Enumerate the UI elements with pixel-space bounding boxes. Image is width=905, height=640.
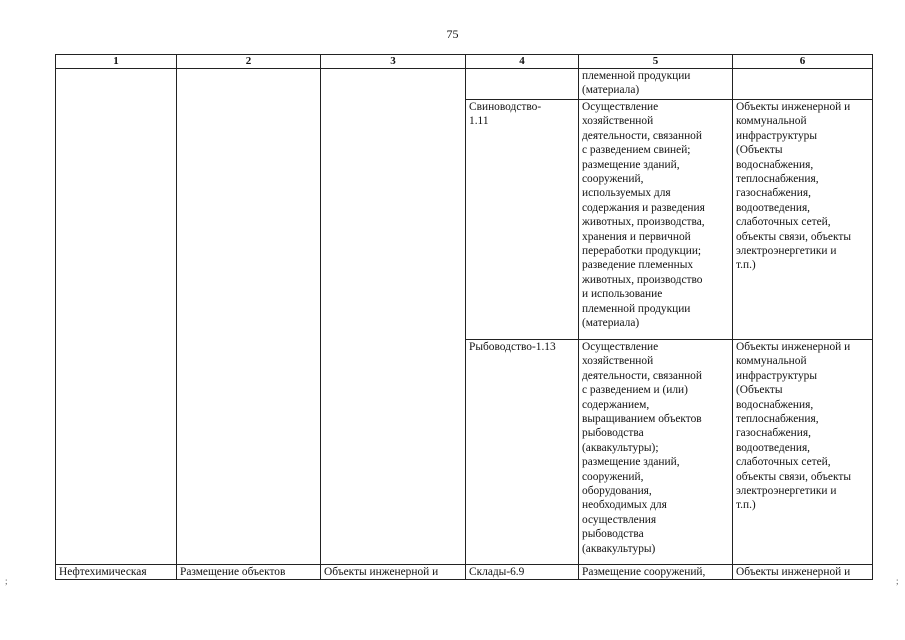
infrastructure-fish-farming: Объекты инженерной и коммунальной инфраструктуры (Объекты водоснабжения, теплоснабжения, газоснабжения, водоотведения, слаботочных сетей, объекты связи, объекты электроэнергетики и т.п.) [736,341,851,512]
description-fish-farming: Осуществление хозяйственной деятельности, связанной с разведением и (или) содержанием, выращиванием объектов рыбоводства (аквакультуры); размещение зданий, сооружений, оборудования, необходимых для осуществления рыбоводства (аквакультуры) [582,341,702,555]
cell-zone-name [56,565,177,580]
description-pig-farming: Осуществление хозяйственной деятельности, связанной с разведением свиней; размещение зданий, сооружений, используемых для содержания и разведения животных, производства, хранения и первичной переработки продукции; разведение племенных животных, производство и использование племенной продукции (материала) [582,101,705,330]
main-use: Размещение объектов [180,566,286,578]
cell-col4-empty [466,69,579,100]
table-row [56,565,873,580]
cell-use-type [466,340,579,565]
infrastructure-pig-farming: Объекты инженерной и коммунальной инфраструктуры (Объекты водоснабжения, теплоснабжения, газоснабжения, водоотведения, слаботочных сетей, объекты связи, объекты электроэнергетики и т.п.) [736,101,851,272]
use-type-fish-farming: Рыбоводство-1.13 [469,341,556,353]
cell-col2-empty [177,69,321,565]
header-row [56,55,873,69]
header-cell: 3 [321,55,466,69]
table-row [56,69,873,100]
cell-infrastructure [733,565,873,580]
cell-infrastructure [733,340,873,565]
use-type-warehouses: Склады-6.9 [469,566,525,578]
cell-col3-empty [321,69,466,565]
cell-description [579,340,733,565]
left-margin-mark: ; [5,576,8,586]
cell-continued-description [579,69,733,100]
cell-description [579,100,733,340]
cell-main-use [177,565,321,580]
header-cell: 2 [177,55,321,69]
header-cell: 6 [733,55,873,69]
cell-col6-empty [733,69,873,100]
cell-use-type [466,100,579,340]
cell-auxiliary-use [321,565,466,580]
use-type-pig-farming: Свиноводство- 1.11 [469,101,542,128]
cell-description [579,565,733,580]
cell-col1-empty [56,69,177,565]
page-number: 75 [446,27,459,41]
infrastructure-warehouses: Объекты инженерной и [736,566,851,578]
cell-infrastructure [733,100,873,340]
right-margin-mark: ; [896,576,899,586]
zoning-table [55,54,873,580]
zone-name: Нефтехимическая [59,566,147,578]
description-warehouses: Размещение сооружений, [582,566,706,578]
header-cell: 4 [466,55,579,69]
header-cell: 5 [579,55,733,69]
auxiliary-use: Объекты инженерной и [324,566,439,578]
header-cell: 1 [56,55,177,69]
cell-use-type [466,565,579,580]
continued-description-text: племенной продукции (материала) [582,70,691,97]
